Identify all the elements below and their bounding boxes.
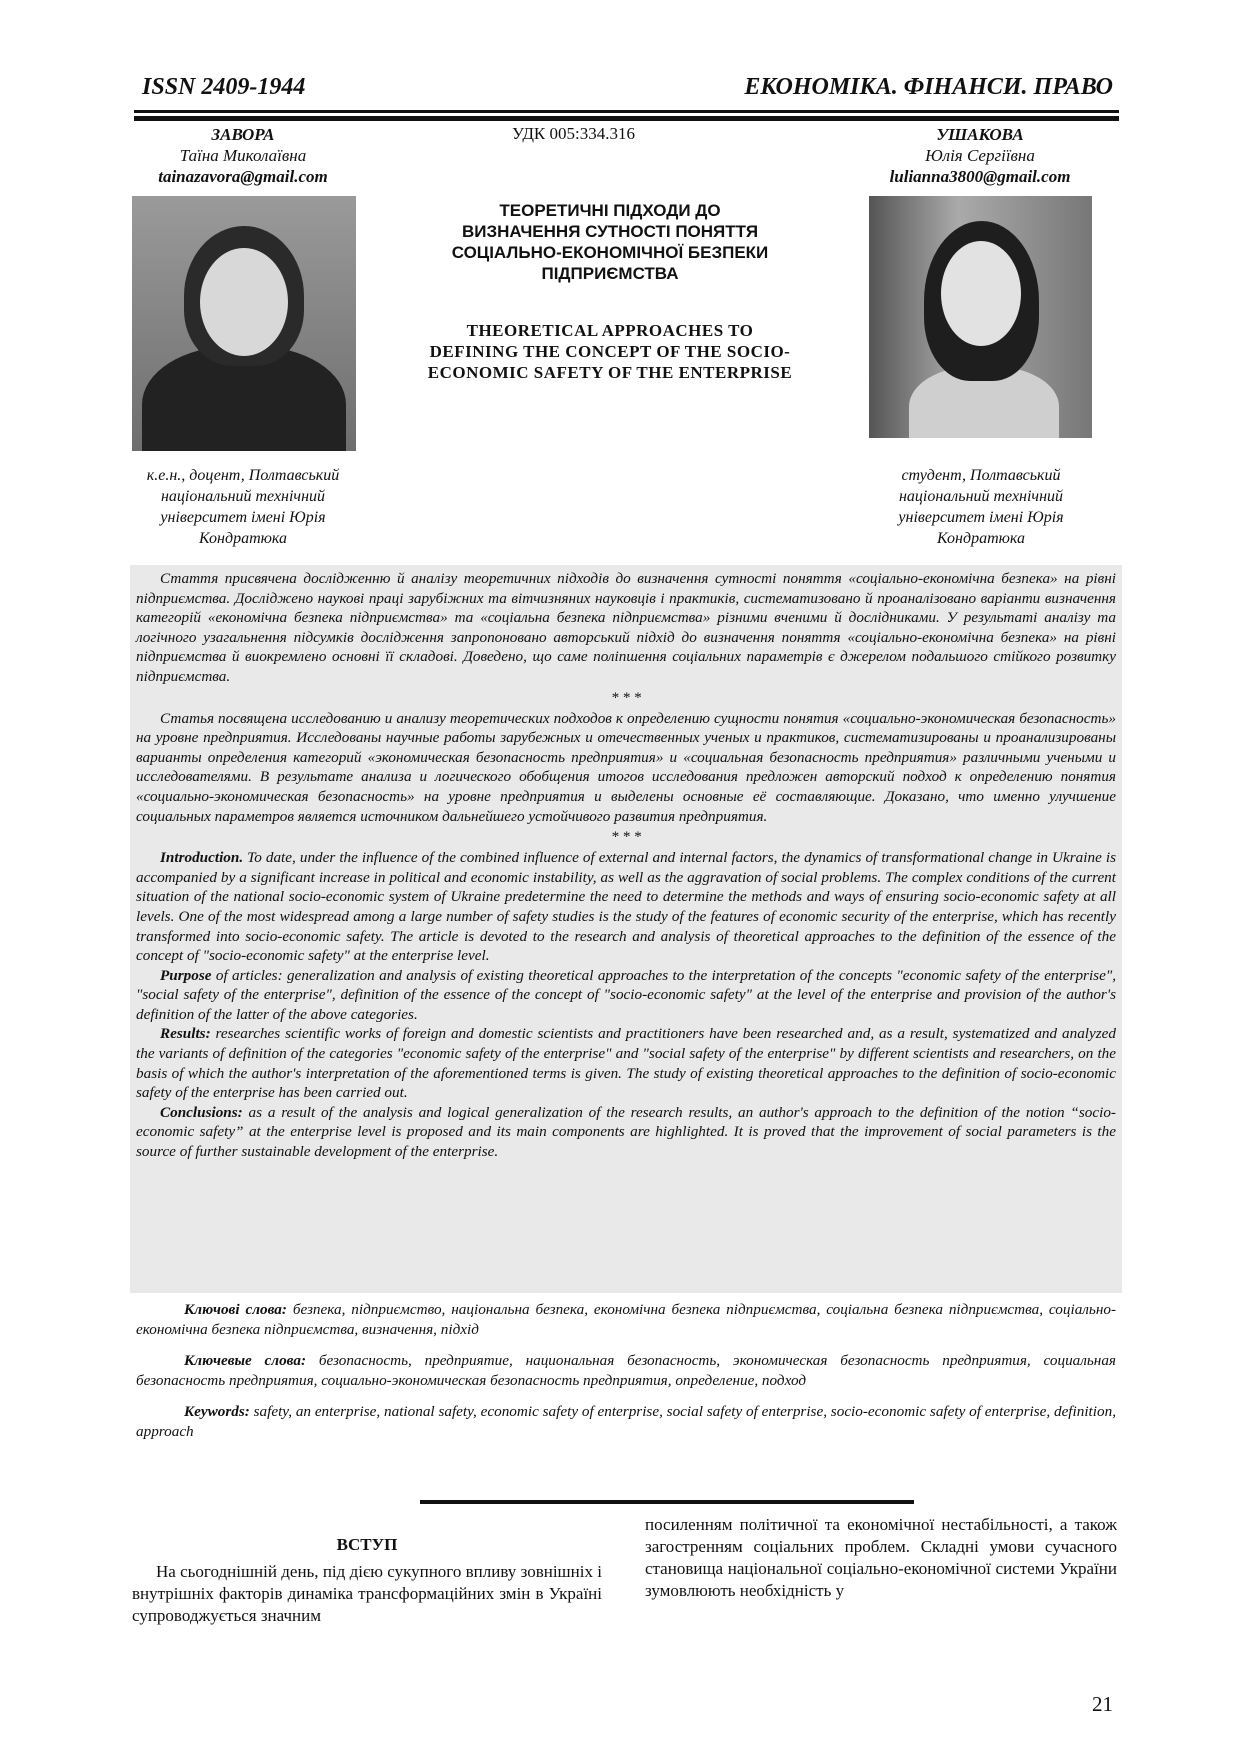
issn: ISSN 2409-1944 [142,74,306,100]
keywords-label: Keywords: [184,1403,250,1421]
author-name: Таїна Миколаївна [179,146,307,165]
keywords-text: безопасность, предприятие, национальная безопасность, экономическая безопасность предприятия, социальная безопасность предприятия, социально-экономическая безопасность предприятия, определение, подход [136,1352,1116,1389]
keywords-text: safety, an enterprise, national safety, economic safety of enterprise, social safety of enterprise, socio-economic safety of enterprise, definition, approach [136,1403,1116,1440]
abstract-conclusions [136,1103,1116,1162]
intro-right-column [645,1514,1117,1602]
section-label: Introduction. [160,849,244,867]
keywords-russian [136,1351,1116,1390]
affiliation-line: національний технічний [898,488,1063,505]
affiliation-line: к.е.н., доцент, Полтавський [146,467,340,484]
header-rule [134,116,1119,121]
abstract-introduction [136,848,1116,966]
section-text: To date, under the influence of the combined influence of external and internal factors, the dynamics of transformational change in Ukraine is accompanied by a significant increase in political and economic instability, as well as the aggravation of social problems. The complex conditions of the current situation of the national socio-economic system of Ukraine predetermine the need to determine the methods and ways of ensuring socio-economic safety at all levels. One of the most widespread among a large number of safety studies is the study of the features of economic security of the enterprise, which has recently transformed into socio-economic safety. The article is devoted to the research and analysis of theoretical approaches to the definition of the essence of the concept of "socio-economic safety" at the enterprise level. [136,849,1116,965]
section-text: researches scientific works of foreign and domestic scientists and practitioners have been researched and, as a result, systematized and analyzed the variants of definition of the categories "economic safety of the enterprise" and "social safety of the enterprise" by different scientists and researchers, on the basis of which the author's interpretation of the aforementioned terms is given. The study of existing theoretical approaches to the definition of socio-economic safety of the enterprise has been carried out. [136,1025,1116,1102]
keywords-ukrainian [136,1300,1116,1339]
intro-text: посиленням політичної та економічної нестабільності, а також загостренням соціальних проблем. Складні умови сучасного становища національної соціально-економічної системи України зумовлюють необхідність у [645,1515,1117,1600]
author-email: tainazavora@gmail.com [158,167,328,186]
author-email: lulianna3800@gmail.com [889,167,1071,186]
abstract-purpose [136,966,1116,1025]
intro-left-column [132,1535,602,1627]
title-line: СОЦІАЛЬНО-ЕКОНОМІЧНОЇ БЕЗПЕКИ [451,243,769,262]
abstract-results [136,1024,1116,1102]
author-surname: ЗАВОРА [211,125,275,144]
section-label: Results: [160,1025,211,1043]
section-text: as a result of the analysis and logical generalization of the research results, an author's approach to the definition of the notion “socio-economic safety” at the enterprise level is proposed and its main components are highlighted. It is proved that the improvement of social parameters is the source of further sustainable development of the enterprise. [136,1103,1116,1161]
affiliation-line: Кондратюка [937,530,1025,547]
title-ukrainian [380,200,840,284]
intro-text: На сьогоднішній день, під дією сукупного впливу зовнішніх і внутрішніх факторів динаміка трансформаційних змін в Україні супроводжується значним [132,1562,602,1625]
affiliation-line: студент, Полтавський [901,467,1061,484]
abstract-ukrainian: Стаття присвячена дослідженню й аналізу теоретичних підходів до визначення сутності поняття «соціально-економічна безпека» на рівні підприємства. Досліджено наукові праці зарубіжних та вітчизняних науковців і практиків, систематизовано й проаналізовано варіанти визначення категорій «економічна безпека підприємства» та «соціальна безпека підприємства» різними вченими й дослідниками. У результаті аналізу та логічного узагальнення підсумків дослідження запропоновано авторський підхід до визначення поняття «соціально-економічна безпека» на рівні підприємства й виокремлено основні її складові. Доведено, що саме поліпшення соціальних параметрів є джерелом подальшого стійкого розвитку підприємства. [136,570,1116,685]
abstracts [136,569,1116,1162]
section-text: of articles: generalization and analysis of existing theoretical approaches to the interpretation of the concepts "economic safety of the enterprise", "social safety of the enterprise", definition of the essence of the concept of "socio-economic safety" at the level of the enterprise and provision of the author's definition of the latter of the above categories. [136,966,1116,1023]
affiliation-line: університет імені Юрія [898,509,1064,526]
intro-heading: ВСТУП [336,1535,398,1554]
udk: УДК 005:334.316 [512,124,635,143]
keywords-english [136,1402,1116,1441]
section-divider [420,1500,914,1504]
header-rule [134,110,1119,113]
title-line: ВИЗНАЧЕННЯ СУТНОСТІ ПОНЯТТЯ [461,222,759,241]
separator: * * * [611,829,641,846]
affiliation-line: університет імені Юрія [160,509,326,526]
title-english [380,320,840,383]
author-right-photo [869,196,1092,438]
keywords-label: Ключові слова: [184,1301,287,1318]
section-label: Conclusions: [160,1103,243,1121]
title-line: DEFINING THE CONCEPT OF THE SOCIO- [429,342,791,361]
author-right [850,124,1110,187]
journal-title: ЕКОНОМІКА. ФІНАНСИ. ПРАВО [744,74,1113,100]
author-surname: УШАКОВА [936,125,1024,144]
affiliation-line: національний технічний [160,488,325,505]
keywords-text: безпека, підприємство, національна безпека, економічна безпека підприємства, соціальна безпека підприємства, соціально-економічна безпека підприємства, визначення, підхід [136,1301,1117,1338]
keywords [136,1300,1116,1442]
author-left-photo [132,196,356,451]
author-left-affiliation [118,465,368,549]
section-label: Purpose [160,966,212,984]
keywords-label: Ключевые слова: [184,1352,307,1370]
title-line: ПІДПРИЄМСТВА [541,264,679,283]
separator: * * * [611,689,641,706]
title-line: THEORETICAL APPROACHES TO [466,321,754,340]
author-left [113,124,373,187]
abstract-russian: Статья посвящена исследованию и анализу теоретических подходов к определению сущности понятия «социально-экономическая безопасность» на уровне предприятия. Исследованы научные работы зарубежных и отечественных ученых и практиков, систематизированы и проанализированы варианты определения категорий «экономическая безопасность предприятия» и «социальная безопасность предприятия» различными учеными и исследователями. В результате анализа и логического обобщения итогов исследования предложен авторский подход к определению понятия «социально-экономическая безопасность» на уровне предприятия и выделены основные её составляющие. Доказано, что именно улучшение социальных параметров является источником дальнейшего устойчивого развития предприятия. [136,709,1116,825]
author-name: Юлія Сергіївна [925,146,1035,165]
author-right-affiliation [856,465,1106,549]
affiliation-line: Кондратюка [199,530,287,547]
title-line: ECONOMIC SAFETY OF THE ENTERPRISE [427,363,793,382]
title-line: ТЕОРЕТИЧНІ ПІДХОДИ ДО [499,201,721,220]
page-number: 21 [1092,1692,1113,1716]
